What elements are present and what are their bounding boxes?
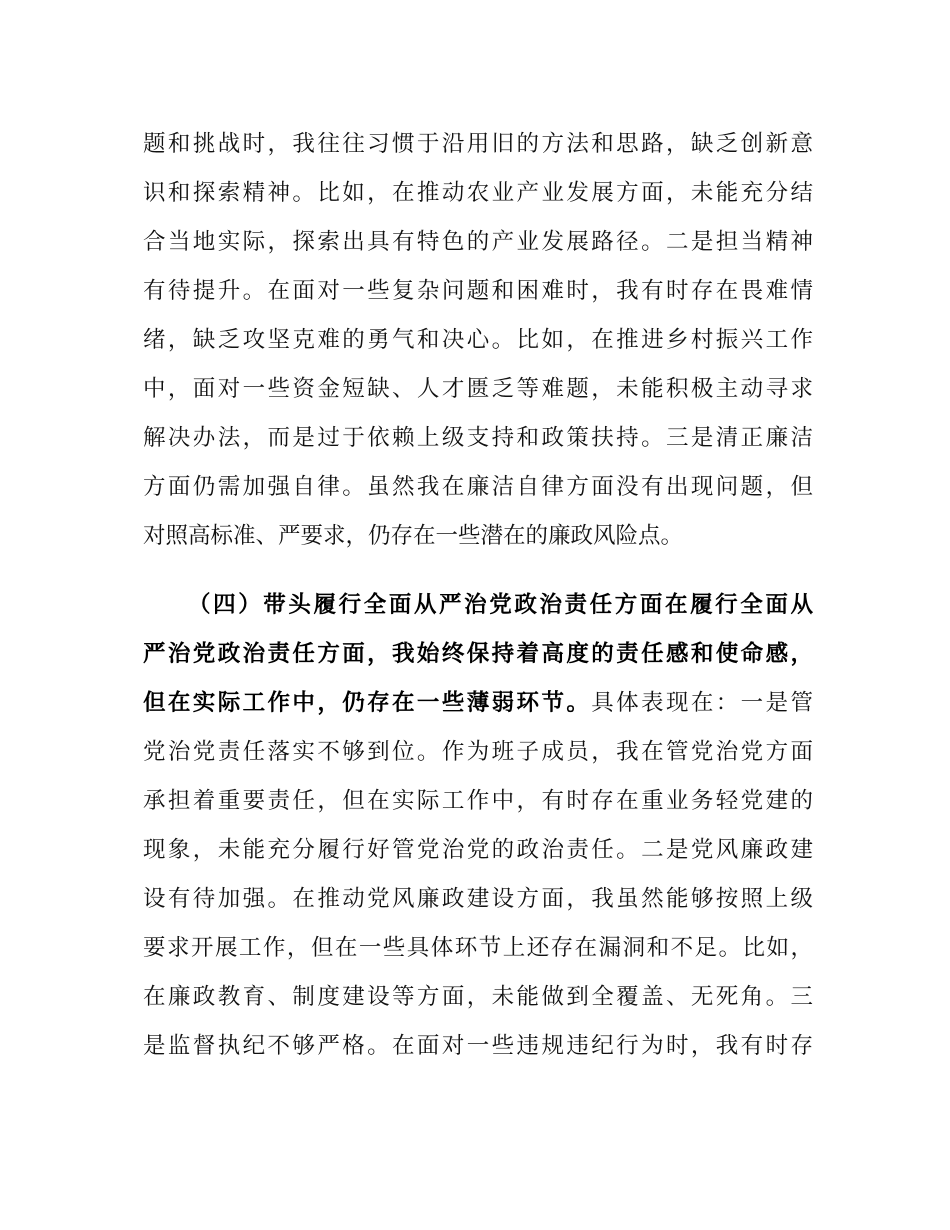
section-heading-line-1: （四）带头履行全面从严治党政治责任方面在履行全面从	[188, 592, 813, 618]
section-heading-line-3: 但在实际工作中，仍存在一些薄弱环节。	[143, 690, 592, 716]
paragraph-2-line-8: 要求开展工作，但在一些具体环节上还存在漏洞和不足。比如，	[143, 935, 813, 961]
paragraph-2-line-9: 在廉政教育、制度建设等方面，未能做到全覆盖、无死角。三	[143, 984, 813, 1010]
paragraph-1-line-8: 方面仍需加强自律。虽然我在廉洁自律方面没有出现问题，但	[143, 474, 813, 500]
section-heading-line-2: 严治党政治责任方面，我始终保持着高度的责任感和使命感，	[143, 641, 813, 667]
paragraph-2-line-10: 是监督执纪不够严格。在面对一些违规违纪行为时，我有时存	[143, 1033, 813, 1059]
section-body-start: 具体表现在：一是管	[591, 690, 813, 716]
paragraph-1-line-5: 绪，缺乏攻坚克难的勇气和决心。比如，在推进乡村振兴工作	[143, 327, 813, 353]
paragraph-1-line-3: 合当地实际，探索出具有特色的产业发展路径。二是担当精神	[143, 229, 813, 255]
paragraph-1-line-6: 中，面对一些资金短缺、人才匮乏等难题，未能积极主动寻求	[143, 376, 813, 402]
paragraph-1-line-1: 题和挑战时，我往往习惯于沿用旧的方法和思路，缺乏创新意	[143, 131, 813, 157]
paragraph-1-line-2: 识和探索精神。比如，在推动农业产业发展方面，未能充分结	[143, 180, 813, 206]
paragraph-2-line-3	[143, 683, 813, 723]
paragraph-2-line-6: 现象，未能充分履行好管党治党的政治责任。二是党风廉政建	[143, 837, 813, 863]
paragraph-1-line-4: 有待提升。在面对一些复杂问题和困难时，我有时存在畏难情	[143, 278, 813, 304]
paragraph-1-line-7: 解决办法，而是过于依赖上级支持和政策扶持。三是清正廉洁	[143, 425, 813, 451]
paragraph-1-line-9: 对照高标准、严要求，仍存在一些潜在的廉政风险点。	[143, 523, 684, 549]
paragraph-2-line-5: 承担着重要责任，但在实际工作中，有时存在重业务轻党建的	[143, 788, 813, 814]
paragraph-2-line-7: 设有待加强。在推动党风廉政建设方面，我虽然能够按照上级	[143, 886, 813, 912]
paragraph-2-line-4: 党治党责任落实不够到位。作为班子成员，我在管党治党方面	[143, 739, 813, 765]
